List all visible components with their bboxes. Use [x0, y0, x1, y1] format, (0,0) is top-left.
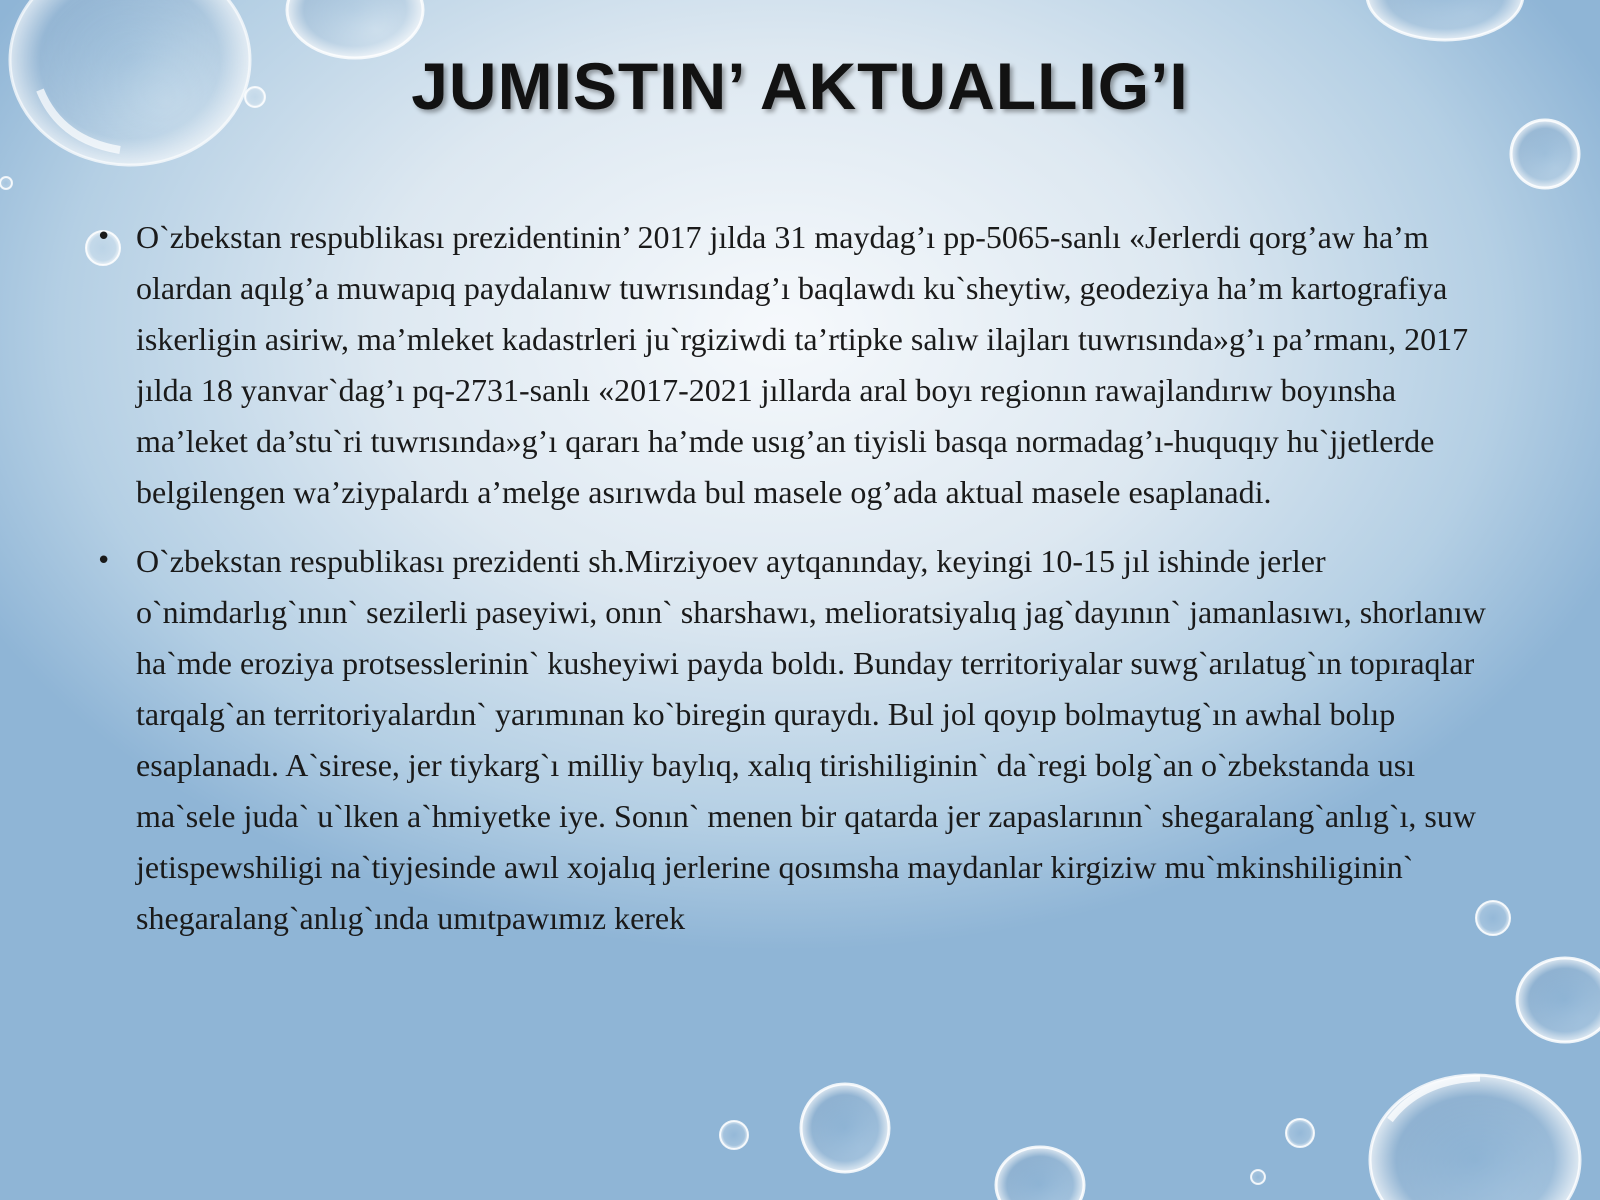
- drop-top-right: [1367, 0, 1523, 40]
- drop-bottom-small-2: [1286, 1119, 1314, 1147]
- bullet-text-2: O`zbekstan respublikası prezidenti sh.Mirziyoev aytqanınday, keyingi 10-15 jıl ishinde jerler o`nimdarlıg`ının` sezilerli paseyiwi, onın` sharshawı, melioratsiyalıq jag`dayının` jamanlasıwı, shorlanıw ha`mde eroziya protsesslerinin` kusheyiwi payda boldı. Bunday territoriyalar suwg`arılatug`ın topıraqlar tarqalg`an territoriyalardın` yarımınan ko`biregin quraydı. Bul jol qoyıp bolmaytug`ın awhal bolıp esaplanadı. A`sirese, jer tiykarg`ı milliy baylıq, xalıq tirishiliginin` da`regi bolg`an o`zbekstanda usı ma`sele juda` u`lken a`hmiyetke iye. Sonın` menen bir qatarda jer zapaslarının` shegaralang`anlıg`ı, suw jetispewshiligi na`tiyjesinde awıl xojalıq jerlerine qosımsha maydanlar kirgiziw mu`mkinshiliginin` shegaralang`anlıg`ında umıtpawımız kerek: [136, 543, 1486, 936]
- drop-bottom-mid-right: [996, 1147, 1084, 1200]
- drop-right-lower: [1517, 958, 1600, 1042]
- drop-bottom-center: [801, 1084, 889, 1172]
- slide-title: JUMISTIN’ AKTUALLIG’I: [411, 49, 1189, 123]
- bullet-item-1: [90, 212, 1510, 518]
- drop-bottom-small-1: [720, 1121, 748, 1149]
- drop-right-upper: [1511, 120, 1579, 188]
- bullet-list: [90, 212, 1510, 962]
- drop-bottom-tiny: [1251, 1170, 1265, 1184]
- drop-left-tiny: [0, 177, 12, 189]
- bullet-item-2: [90, 536, 1510, 944]
- bullet-text-1: O`zbekstan respublikası prezidentinin’ 2017 jılda 31 maydag’ı pp-5065-sanlı «Jerlerdi qorg’aw ha’m olardan aqılg’a muwapıq paydalanıw tuwrısındag’ı baqlawdı ku`sheytiw, geodeziya ha’m kartografiya iskerligin asiriw, ma’mleket kadastrleri ju`rgiziwdi ta’rtipke salıw ilajları tuwrısında»g’ı pa’rmanı, 2017 jılda 18 yanvar`dag’ı pq-2731-sanlı «2017-2021 jıllarda aral boyı regionın rawajlandırıw boyınsha ma’leket da’stu`ri tuwrısında»g’ı qararı ha’mde usıg’an tiyisli basqa normadag’ı-huquqıy hu`jjetlerde belgilengen wa’ziypalardı a’melge asırıwda bul masele og’ada aktual masele esaplanadi.: [136, 219, 1469, 510]
- bullet-dot-icon: •: [96, 546, 112, 576]
- drop-bottom-right-large: [1370, 1075, 1580, 1200]
- bullet-dot-icon: •: [96, 222, 112, 252]
